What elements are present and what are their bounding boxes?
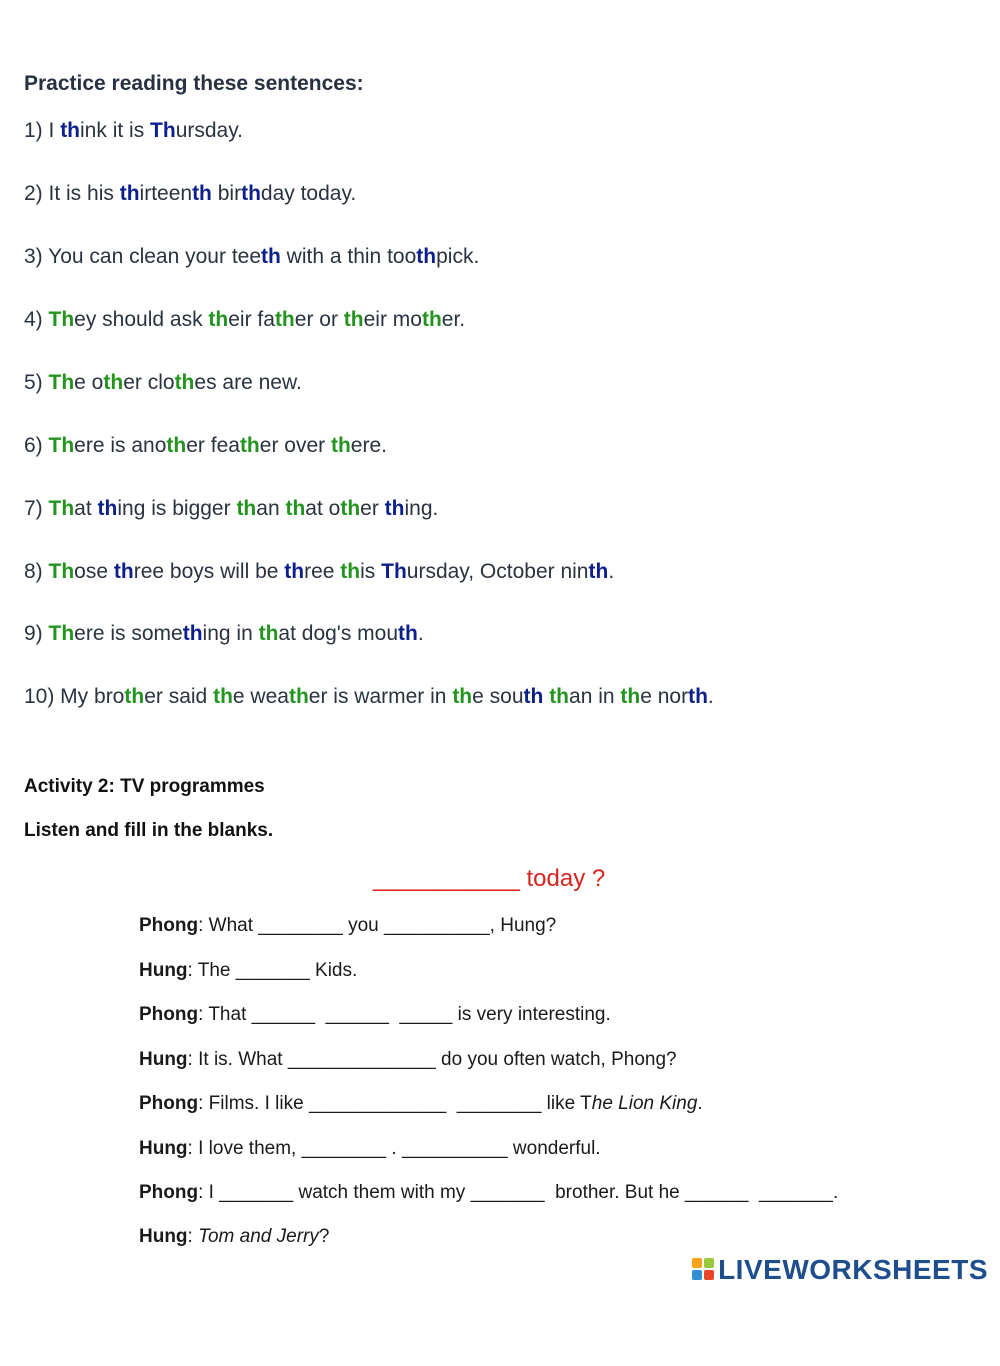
th-highlight: th (340, 560, 361, 583)
th-highlight: th (330, 434, 351, 457)
sentence-text: 4) (24, 308, 49, 331)
italic-title: he Lion King (591, 1093, 698, 1114)
sentence-text: at o (305, 497, 341, 520)
sentence-text: an in (569, 685, 621, 708)
th-highlight: th (239, 434, 260, 457)
sentence-text: ursday, October nin (406, 560, 589, 583)
dialogue-text: : It is. What ______________ do you often watch, Phong? (187, 1049, 677, 1070)
sentence-8 (24, 560, 614, 584)
dialogue-text: ? (318, 1226, 330, 1247)
th-highlight: th (688, 685, 708, 708)
sentence-text: er clo (123, 371, 175, 394)
th-highlight: th (113, 560, 134, 583)
th-highlight: th (288, 685, 309, 708)
sentence-text: er fea (186, 434, 240, 457)
sentence-text: ey should ask (74, 308, 209, 331)
th-highlight: th (182, 622, 203, 645)
title-blank[interactable]: ___________ today ? (373, 865, 606, 892)
th-highlight: th (384, 497, 405, 520)
dialogue-line (139, 1182, 838, 1204)
th-highlight: th (174, 371, 195, 394)
th-highlight: th (60, 119, 81, 142)
speaker-name: Hung (139, 960, 188, 981)
activity-title: Activity 2: TV programmes (24, 776, 265, 797)
sentence-text: irteen (139, 182, 193, 205)
dialogue-line (139, 1226, 329, 1248)
sentence-text: es are new. (194, 371, 302, 394)
sentence-text: . (417, 622, 424, 645)
th-highlight: th (523, 685, 544, 708)
sentence-text: ere is some (74, 622, 183, 645)
sentence-1 (24, 119, 243, 143)
sentence-text: e o (74, 371, 104, 394)
sentence-text: 5) (24, 371, 49, 394)
sentence-text: eir fa (228, 308, 275, 331)
speaker-name: Phong (139, 915, 199, 936)
dialogue-line (139, 960, 357, 982)
sentence-4 (24, 308, 465, 332)
sentence-text: ink it is (80, 119, 151, 142)
th-highlight: th (124, 685, 145, 708)
sentence-text: . (608, 560, 615, 583)
sentence-text: 2) It is his (24, 182, 120, 205)
th-highlight: th (588, 560, 609, 583)
dialogue-line (139, 1138, 601, 1160)
sentence-text: ursday. (175, 119, 243, 142)
sentence-text: ere is ano (74, 434, 167, 457)
th-highlight: th (421, 308, 442, 331)
speaker-name: Hung (139, 1049, 188, 1070)
sentence-3 (24, 245, 479, 269)
speaker-name: Phong (139, 1004, 199, 1025)
sentence-text: ere. (350, 434, 387, 457)
sentence-text: e nor (640, 685, 689, 708)
th-highlight: th (274, 308, 295, 331)
sentence-5 (24, 371, 302, 395)
sentence-10 (24, 685, 714, 709)
sentence-2 (24, 182, 356, 206)
dialogue-line (139, 915, 556, 937)
speaker-name: Hung (139, 1226, 188, 1247)
sentence-text: ree boys will be (133, 560, 285, 583)
th-highlight: Th (48, 622, 75, 645)
sentence-text: e sou (472, 685, 524, 708)
th-highlight: th (340, 497, 361, 520)
sentence-text: ree (304, 560, 341, 583)
sentence-text: e wea (232, 685, 289, 708)
th-highlight: Th (150, 119, 176, 142)
dialogue-text: : Films. I like _____________ ________ like T (198, 1093, 592, 1114)
dialogue-text: : (187, 1226, 199, 1247)
dialogue-line (139, 1049, 677, 1071)
th-highlight: th (452, 685, 473, 708)
th-highlight: th (241, 182, 261, 205)
th-highlight: Th (381, 560, 407, 583)
logo-text: LIVEWORKSHEETS (718, 1254, 988, 1285)
th-highlight: th (192, 182, 212, 205)
speaker-name: Phong (139, 1182, 199, 1203)
sentence-text: er is warmer in (308, 685, 453, 708)
sentence-text: 7) (24, 497, 49, 520)
sentence-text: at dog's mou (278, 622, 399, 645)
sentence-text: 3) You can clean your tee (24, 245, 262, 268)
dialogue-text: : What ________ you __________, Hung? (198, 915, 557, 936)
sentence-text: . (707, 685, 714, 708)
th-highlight: Th (48, 434, 75, 457)
th-highlight: Th (48, 560, 75, 583)
sentence-text: er said (144, 685, 214, 708)
sentence-text: eir mo (363, 308, 422, 331)
liveworksheets-logo (692, 1252, 988, 1288)
th-highlight: th (119, 182, 140, 205)
th-highlight: th (97, 497, 118, 520)
th-highlight: th (208, 308, 229, 331)
sentence-text: er (360, 497, 385, 520)
sentence-text: ing is bigger (117, 497, 237, 520)
sentence-text: bir (211, 182, 242, 205)
sentence-7 (24, 497, 438, 521)
th-highlight: th (343, 308, 364, 331)
th-highlight: th (236, 497, 257, 520)
th-highlight: th (103, 371, 124, 394)
sentence-text: er over (259, 434, 331, 457)
dialogue-text: : The _______ Kids. (187, 960, 358, 981)
speaker-name: Hung (139, 1138, 188, 1159)
activity-instruction: Listen and fill in the blanks. (24, 820, 274, 841)
th-highlight: th (416, 245, 437, 268)
th-highlight: th (284, 560, 305, 583)
dialogue-text: : I love them, ________ . __________ wonderful. (187, 1138, 601, 1159)
sentence-text: 8) (24, 560, 49, 583)
th-highlight: th (261, 245, 281, 268)
th-highlight: th (213, 685, 233, 708)
sentence-text: 1) I (24, 119, 61, 142)
practice-heading: Practice reading these sentences: (24, 72, 364, 95)
dialogue-line (139, 1093, 703, 1115)
logo-square-3 (692, 1270, 702, 1280)
sentence-text: er. (441, 308, 466, 331)
th-highlight: Th (48, 497, 75, 520)
th-highlight: Th (48, 371, 75, 394)
th-highlight: th (285, 497, 306, 520)
th-highlight: th (549, 685, 570, 708)
th-highlight: th (258, 622, 279, 645)
th-highlight: th (620, 685, 641, 708)
dialogue-text: . (697, 1093, 703, 1114)
th-highlight: th (166, 434, 187, 457)
sentence-text: day today. (260, 182, 357, 205)
sentence-text: is (360, 560, 382, 583)
speaker-name: Phong (139, 1093, 199, 1114)
sentence-text: 9) (24, 622, 49, 645)
dialogue-line (139, 1004, 611, 1026)
sentence-text: at (74, 497, 98, 520)
sentence-text: 10) My bro (24, 685, 125, 708)
sentence-text: an (256, 497, 286, 520)
sentence-text: pick. (436, 245, 480, 268)
dialogue-text: : I _______ watch them with my _______ brother. But he ______ _______. (198, 1182, 839, 1203)
th-highlight: th (398, 622, 418, 645)
logo-square-1 (692, 1258, 702, 1268)
sentence-text: er or (294, 308, 344, 331)
sentence-9 (24, 622, 424, 646)
sentence-text: 6) (24, 434, 49, 457)
sentence-text: ing in (202, 622, 259, 645)
sentence-text: ing. (404, 497, 439, 520)
italic-title: Tom and Jerry (198, 1226, 319, 1247)
logo-mark-icon (692, 1258, 716, 1282)
sentence-text: with a thin too (280, 245, 417, 268)
sentence-text: ose (74, 560, 114, 583)
logo-square-2 (704, 1258, 714, 1268)
dialogue-text: : That ______ ______ _____ is very interesting. (198, 1004, 611, 1025)
th-highlight: Th (48, 308, 75, 331)
logo-square-4 (704, 1270, 714, 1280)
sentence-6 (24, 434, 387, 458)
